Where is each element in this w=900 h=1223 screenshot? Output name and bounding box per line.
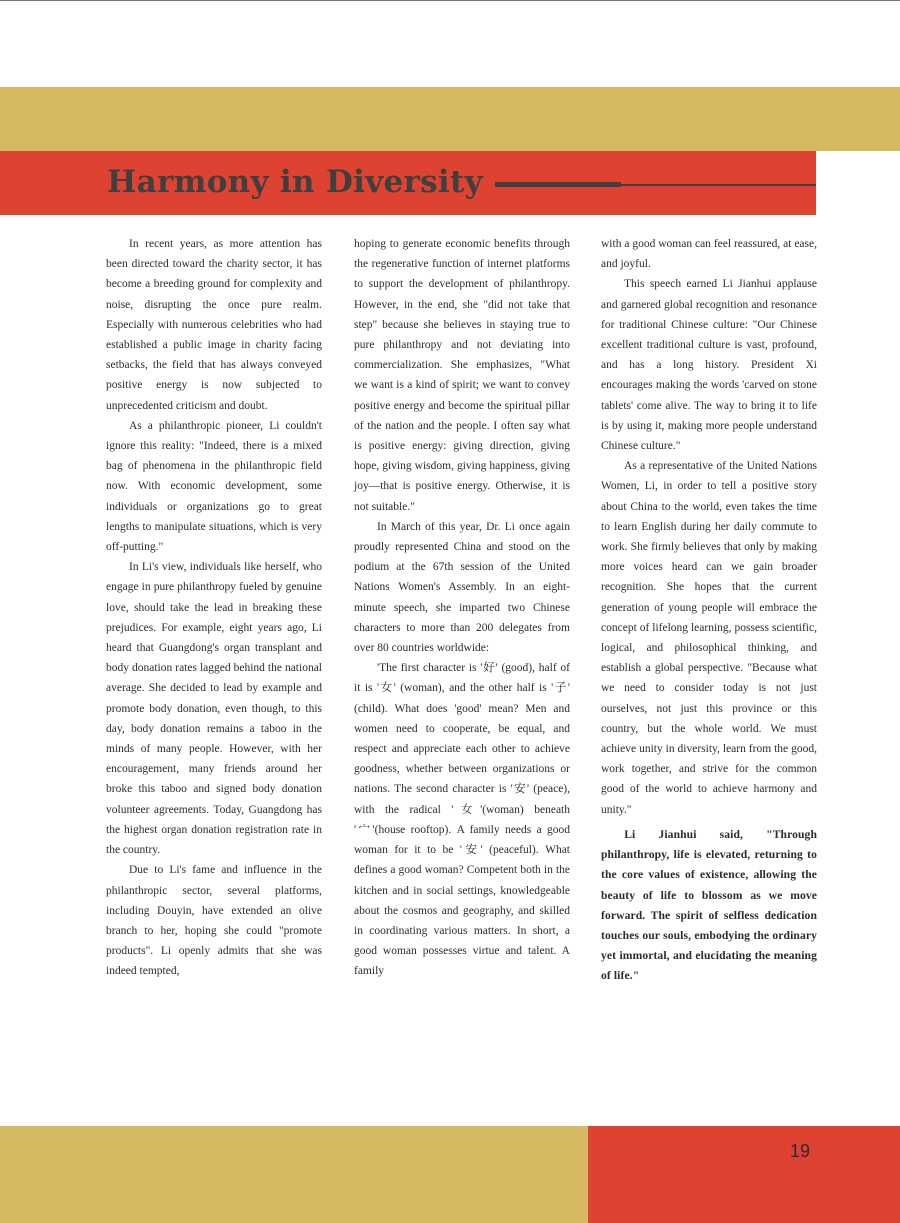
paragraph: In March of this year, Dr. Li once again proudly represented China and stood on the podium at the 67th session of the United Nations Women's Assembly. In an eight-minute speech, she imparted two Chinese characters to more than 200 delegates from over 80 countries worldwide: xyxy=(354,520,570,655)
text-column-3 xyxy=(601,234,817,987)
paragraph: As a philanthropic pioneer, Li couldn't ignore this reality: "Indeed, there is a mixed bag of phenomena in the philanthropic field now. With economic development, some individuals or organizations go to great lengths to manipulate situations, which is very off-putting." xyxy=(106,419,322,554)
paragraph: In recent years, as more attention has been directed toward the charity sector, it has become a breeding ground for complexity and noise, disrupting the once pure realm. Especially with numerous celebrities who had established a public image in charity facing setbacks, the field that has always conveyed positive energy is now subjected to unprecedented criticism and doubt. xyxy=(106,238,322,412)
top-rule xyxy=(0,0,900,1)
paragraph: with a good woman can feel reassured, at ease, and joyful. xyxy=(601,238,817,271)
article-title: Harmony in Diversity xyxy=(107,164,483,200)
closing-quote-paragraph: Li Jianhui said, "Through philanthropy, life is elevated, returning to the core values of existence, allowing the beauty of life to blossom as we move forward. The spirit of selfless dedication touches our souls, embodying the ordinary yet immortal, and elucidating the meaning of life." xyxy=(601,827,817,983)
page-number: 19 xyxy=(790,1141,811,1161)
paragraph: hoping to generate economic benefits through the regenerative function of internet platforms to support the development of philanthropy. However, in the end, she "did not take that step" because she believes in staying true to pure philanthropy and not deviating into commercialization. She emphasizes, "What we want is a kind of spirit; we want to convey positive energy and become the spiritual pillar of the nation and the people. I often say what is positive energy: giving direction, giving hope, giving wisdom, giving happiness, giving joy—that is positive energy. Otherwise, it is not suitable." xyxy=(354,238,570,513)
title-decoration-thin-line xyxy=(621,184,816,186)
paragraph: This speech earned Li Jianhui applause and garnered global recognition and resonance for traditional Chinese culture: "Our Chinese excellent traditional culture is vast, profound, and has a long history. President Xi encourages making the words 'carved on stone tablets' come alive. The way to bring it to life is by using it, making more people understand Chinese culture." xyxy=(601,278,817,453)
title-decoration-thick-bar xyxy=(495,182,621,187)
footer-red-band xyxy=(588,1126,900,1223)
text-column-1 xyxy=(106,234,322,982)
paragraph: In Li's view, individuals like herself, who engage in pure philanthropy fueled by genuine love, should take the lead in breaking these prejudices. For example, eight years ago, Li heard that Guangdong's organ transplant and body donation rates lagged behind the national average. She decided to lead by example and promote body donation, even though, to this day, body donation remains a taboo in the minds of many people. However, with her encouragement, many friends around her broke this taboo and signed body donation volunteer agreements. Today, Guangdong has the highest organ donation registration rate in the country. xyxy=(106,561,322,857)
footer-gold-band xyxy=(0,1126,588,1223)
paragraph: Due to Li's fame and influence in the philanthropic sector, several platforms, including Douyin, have extended an olive branch to her, hoping she could "promote products". Li openly admits that she was indeed tempted, xyxy=(106,864,322,978)
paragraph: As a representative of the United Nations Women, Li, in order to tell a positive story about China to the world, even takes the time to learn English during her daily commute to work. She firmly believes that only by making more voices heard can we gain broader recognition. She hopes that the current generation of young people will embrace the concept of lifelong learning, possess scientific, logical, and philosophical thinking, and establish a global perspective. "Because what we need to consider today is not just ourselves, not just this province or this country, but the whole world. We must achieve unity in diversity, learn from the good, work together, and strive for the common good of the world to achieve harmony and unity." xyxy=(601,460,817,816)
text-column-2 xyxy=(354,234,570,982)
paragraph: 'The first character is '好' (good), half of it is '女' (woman), and the other half is '子' (child). What does 'good' mean? Men and women need to cooperate, be equal, and respect and appreciate each other to achieve goodness, whether between organizations or nations. The second character is '安' (peace), with the radical '女'(woman) beneath '宀'(house rooftop). A family needs a good woman for it to be '安' (peaceful). What defines a good woman? Competent both in the kitchen and in social settings, knowledgeable about the cosmos and geography, and skilled in coordinating various matters. In short, a good woman possesses virtue and talent. A family xyxy=(354,662,570,978)
header-gold-band xyxy=(0,87,900,151)
